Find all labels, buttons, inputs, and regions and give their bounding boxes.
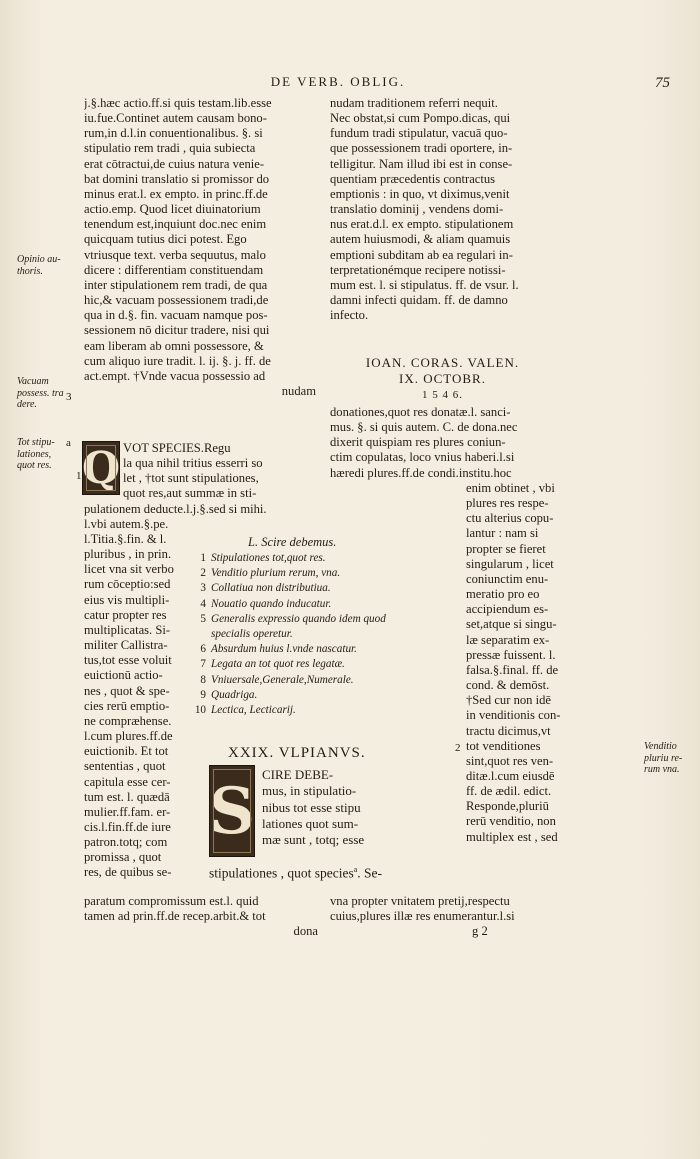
text-line: patron.totq; com <box>84 835 168 850</box>
text-line: l.cum plures.ff.de <box>84 729 173 744</box>
text-line: accipiendum es- <box>466 602 549 617</box>
left-column-top <box>84 96 316 399</box>
text-line: euictionū actio- <box>84 668 163 683</box>
text-line: nes , quot & spe- <box>84 683 170 698</box>
text-line: nibus tot esse stipu <box>262 799 361 815</box>
text-line: mus, in stipulatio- <box>262 783 357 799</box>
margin-note-opinio: Opinio au- thoris. <box>17 254 61 277</box>
text-line: cies rerū emptio- <box>84 698 170 713</box>
text-line: actio.emp. Quod licet diuinatorium <box>84 202 261 217</box>
text-line: hic,& vacuam possessionem tradi,de <box>84 293 269 308</box>
text-line: que possessionem tradi oportere, in- <box>330 141 513 156</box>
text-line: nudam traditionem referri nequit. <box>330 96 498 110</box>
text-line: promissa , quot <box>84 850 162 865</box>
right-narrow-column <box>466 481 566 845</box>
text-line: eam liberam ab omni possessore, & <box>84 338 264 353</box>
signature-date: IX. OCTOBR. <box>399 371 486 386</box>
text-line: quentiam præcedentis contractus <box>330 171 496 186</box>
summary-item: 2 Venditio plurium rerum, vna. <box>200 567 341 580</box>
summary-item: 7 Legata an tot quot res legatæ. <box>200 658 345 671</box>
text-line: cis.l.fin.ff.de iure <box>84 819 171 834</box>
text-line: multiplicatas. Si- <box>84 622 171 637</box>
signature-name: IOAN. CORAS. VALEN. <box>365 355 520 370</box>
text-line: rerū venditio, non <box>466 814 556 829</box>
left-paragraph-full <box>84 502 318 532</box>
text-line: coniunctim enu- <box>466 571 549 586</box>
text-line: tus,tot esse voluit <box>84 653 172 668</box>
text-line: tenendum est,inquiunt doc.nec enim <box>84 217 267 232</box>
catchword: nudam <box>281 383 316 398</box>
text-line: hæredi plures.ff.de condi.institu.hoc <box>330 465 512 480</box>
ulpianus-text-head <box>262 767 422 848</box>
margin-note-vacuam: Vacuam possess. tra dere. <box>17 376 64 410</box>
left-paragraph-head <box>123 441 318 502</box>
summary-item: 8 Vniuersale,Generale,Numerale. <box>200 673 354 686</box>
summary-list <box>190 533 462 718</box>
text-line: act.empt. †Vnde vacua possessio ad <box>84 368 266 383</box>
text-line: ctim copulatas, loco vnius haberi.l.si <box>330 450 515 465</box>
text-line: pulationem deducte.l.j.§.sed si mihi. <box>84 502 267 516</box>
text-line: sententias , quot <box>84 759 166 774</box>
text-line: quot res,aut summæ in sti- <box>123 486 257 501</box>
text-line: res, de quibus se- <box>84 865 172 880</box>
decorated-initial-q: Q <box>81 442 121 494</box>
right-column-top <box>330 96 555 323</box>
summary-item: 6 Absurdum huius l.vnde nascatur. <box>200 643 357 656</box>
running-header: DE VERB. OBLIG. <box>270 74 406 89</box>
text-line: †Sed cur non idē <box>466 693 551 708</box>
text-line: ff. de ædil. edict. <box>466 784 552 799</box>
text-line: telligitur. Nam illud ibi est in conse- <box>330 156 513 171</box>
margin-number-2: 2 <box>455 742 461 754</box>
text-line: paratum compromissum est.l. quid <box>84 894 259 908</box>
text-line: ne compræhense. <box>84 713 172 728</box>
text-line: licet vna sit verbo <box>84 562 174 577</box>
text-line: ditæ.l.cum eiusdē <box>466 768 555 783</box>
text-line: donationes,quot res donatæ.l. sanci- <box>330 405 511 419</box>
summary-item: 5 Generalis expressio quando idem quod <box>200 612 386 625</box>
text-line: multiplex est , sed <box>466 829 558 844</box>
text-line: minus erat.l. ex empto. in princ.ff.de <box>84 186 268 201</box>
text-line: Responde,pluriū <box>466 799 549 814</box>
text-line: pluribus , in prin. <box>84 547 172 562</box>
text-line: tot venditiones <box>466 738 541 753</box>
text-line: rum cōceptio:sed <box>84 577 171 592</box>
text-line: sessionem nō dicitur tradere, nisi qui <box>84 323 270 338</box>
text-line: qua in d.§. fin. vacuam namque pos- <box>84 308 268 323</box>
left-narrow-column <box>84 532 196 881</box>
text-line: autem huiusmodi, & aliam quamuis <box>330 232 511 247</box>
text-line: capitula esse cer- <box>84 774 171 789</box>
text-line: translatio dominij , vendens domi- <box>330 202 504 217</box>
text-line: falsa.§.final. ff. de <box>466 662 559 677</box>
summary-item: 1 Stipulationes tot,quot res. <box>200 552 326 564</box>
text-line: fundum tradi stipulatur, vacuā quo- <box>330 126 508 141</box>
text-line: tum est. l. quædā <box>84 789 170 804</box>
text-line: infecto. <box>330 308 369 323</box>
text-line: in venditionis con- <box>466 708 561 723</box>
text-line: mulier.ff.fam. er- <box>84 804 171 819</box>
margin-note-tot-stipulationes: Tot stipu- lationes, quot res. <box>17 437 55 471</box>
text-line: vtriusque text. verba sequutus, malo <box>84 247 266 262</box>
text-line: l.Titia.§.fin. & l. <box>84 532 167 546</box>
catchword: dona <box>293 924 318 939</box>
text-line: catur propter res <box>84 607 167 622</box>
text-line: enim obtinet , vbi <box>466 481 555 495</box>
text-line: singularum , licet <box>466 556 554 571</box>
summary-heading: L. Scire debemus. <box>248 535 337 549</box>
text-line: dixerit quispiam res plures coniun- <box>330 435 506 450</box>
text-line: emptioni subditam ab ea regulari in- <box>330 247 513 262</box>
text-line: inter stipulationem rem tradi, de qua <box>84 277 268 292</box>
text-line: euictionib. Et tot <box>84 744 169 759</box>
author-signature <box>330 355 555 403</box>
text-line: let , †tot sunt stipulationes, <box>123 471 259 486</box>
summary-item: specialis operetur. <box>211 628 293 641</box>
text-line: mum est. l. si stipulatus. ff. de vsur. l. <box>330 277 519 292</box>
text-line: sint,quot res ven- <box>466 753 554 768</box>
text-line: tamen ad prin.ff.de recep.arbit.& tot <box>84 909 266 924</box>
text-line: nus erat.d.l. ex empto. stipulationem <box>330 217 514 232</box>
text-line: iu.fue.Continet autem causam bono- <box>84 111 267 126</box>
text-line: cum aliquo iure tradit. l. ij. §. j. ff. de <box>84 353 271 368</box>
summary-item: 4 Nouatio quando inducatur. <box>200 597 332 610</box>
text-line: lantur : nam si <box>466 526 539 541</box>
text-line: Nec obstat,si cum Pompo.dicas, qui <box>330 111 511 126</box>
text-line: propter se fieret <box>466 541 546 556</box>
text-line: rum,in d.l.in conuentionalibus. §. si <box>84 126 263 141</box>
folio-number: 75 <box>655 75 670 91</box>
text-line: damni infecti quidam. ff. de damno <box>330 293 508 308</box>
section-title: XXIX. VLPIANVS. <box>228 745 366 761</box>
text-line: mæ sunt , totq; esse <box>262 832 365 848</box>
text-line: erat cōtractui,de cuius natura venie- <box>84 156 265 171</box>
text-line: cuius,plures illæ res enumerantur.l.si <box>330 909 515 924</box>
text-line: cond. & demōst. <box>466 678 550 693</box>
text-line: militer Callistra- <box>84 638 168 653</box>
text-line: terpretationémque recipere notissi- <box>330 262 506 277</box>
text-line: bat domini translatio si promissor do <box>84 171 270 186</box>
margin-number-3: 3 <box>66 391 72 403</box>
margin-letter-a: a <box>66 437 71 449</box>
margin-note-venditio: Venditio pluriu re- rum vna. <box>644 741 683 775</box>
text-line: lationes quot sum- <box>262 815 359 831</box>
text-line: j.§.hæc actio.ff.si quis testam.lib.esse <box>84 96 272 110</box>
text-line: emptionis : in quo, vt diximus,venit <box>330 186 510 201</box>
right-paragraph-full <box>330 405 558 481</box>
summary-item: 10 Lectica, Lecticarij. <box>194 704 296 717</box>
text-line: VOT SPECIES.Regu <box>123 441 231 455</box>
decorated-initial-s: S <box>209 765 255 857</box>
right-column-bottom <box>330 894 558 939</box>
signature-year: 1 5 4 6. <box>422 389 463 401</box>
text-line: vna propter vnitatem pretij,respectu <box>330 894 510 908</box>
text-line: set,atque si singu- <box>466 617 557 632</box>
text-line: l.vbi autem.§.pe. <box>84 517 169 532</box>
text-line: dicere : differentiam constituendam <box>84 262 264 277</box>
left-column-bottom <box>84 894 318 939</box>
ulpianus-text-line: stipulationes , quot species$^a$. Se- <box>209 865 383 881</box>
summary-item: 3 Collatiua non distributiua. <box>200 582 331 595</box>
text-line: mus. §. si quis autem. C. de dona.nec <box>330 420 518 435</box>
text-line: quicquam tutius dici potest. Ego <box>84 232 247 247</box>
text-line: pressæ fuissent. l. <box>466 647 556 662</box>
text-line: tractu dicimus,vt <box>466 723 551 738</box>
text-line: stipulatio rem tradi , quia subiecta <box>84 141 256 156</box>
text-line: meratio pro eo <box>466 587 540 602</box>
text-line: ctu alterius copu- <box>466 511 554 526</box>
text-line: plures res respe- <box>466 496 549 511</box>
signature-mark: g 2 <box>472 924 488 939</box>
margin-number-1: 1 <box>76 470 82 482</box>
text-line: læ separatim ex- <box>466 632 550 647</box>
text-line: eius vis multipli- <box>84 592 170 607</box>
text-line: la qua nihil tritius esserri so <box>123 456 263 471</box>
summary-item: 9 Quadriga. <box>200 688 258 701</box>
text-line: CIRE DEBE- <box>262 767 334 782</box>
